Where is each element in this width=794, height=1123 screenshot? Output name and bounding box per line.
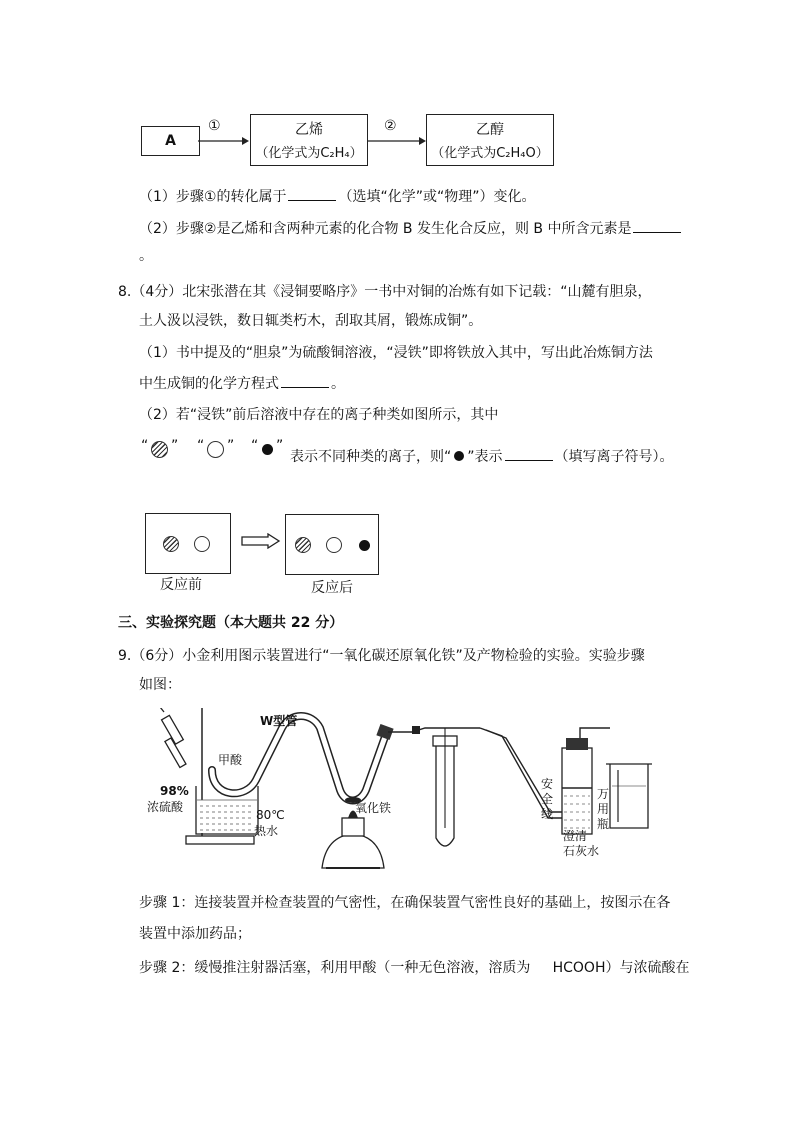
q9-step1-line1: 步骤 1：连接装置并检查装置的气密性，在确保装置气密性良好的基础上，按图示在各	[139, 895, 671, 911]
ion-hatched-icon	[151, 441, 168, 458]
panel-after	[285, 514, 379, 575]
q9-step2-line1: 步骤 2：缓慢推注射器活塞，利用甲酸（一种无色溶液，溶质为 HCOOH）与浓硫酸在	[139, 960, 690, 976]
beaker-drawing	[604, 760, 656, 832]
q7-sub1: （1）步骤①的转化属于 （选填“化学”或“物理”）变化。	[139, 186, 535, 207]
answer-blank[interactable]	[505, 446, 553, 461]
answer-blank[interactable]	[281, 373, 329, 388]
label-fe2o3: 氧化铁	[355, 801, 392, 815]
q8-sub1-line2: 中生成铜的化学方程式 。	[139, 373, 345, 394]
label-h2so4-pct: 98%	[160, 784, 189, 798]
label-bottle: 万 用 瓶	[597, 787, 610, 831]
label-safety: 安 全 线	[541, 777, 554, 821]
answer-blank[interactable]	[633, 218, 681, 233]
flow-box-a: A	[141, 126, 200, 156]
reaction-arrow-icon	[241, 533, 281, 549]
label-w-tube: W型管	[260, 714, 298, 728]
ion-hatched-icon	[163, 536, 179, 552]
section-heading: 三、实验探究题（本大题共 22 分）	[118, 615, 344, 631]
flow-arrow-1	[198, 130, 250, 150]
label-hot-water-temp: 80℃	[256, 808, 285, 822]
ion-solid-icon	[359, 540, 370, 551]
flow-box-ethanol: 乙醇 （化学式为C₂H₄O）	[426, 114, 554, 166]
label-hot-water: 热水	[254, 824, 279, 838]
panel-before	[145, 513, 231, 574]
flow-step-1-label: ①	[208, 118, 221, 134]
ion-open-icon	[194, 536, 210, 552]
q7-sub2-end: 。	[139, 248, 153, 264]
answer-blank[interactable]	[288, 186, 336, 201]
label-h2so4: 浓硫酸	[147, 800, 184, 814]
caption-before: 反应前	[160, 577, 202, 593]
ion-open-icon	[207, 441, 224, 458]
caption-after: 反应后	[311, 580, 353, 596]
q9-stem-line1: 9.（6分）小金利用图示装置进行“一氧化碳还原氧化铁”及产物检验的实验。实验步骤	[118, 648, 645, 664]
q8-stem-line2: 土人汲以浸铁，数日辄类朽木，刮取其屑，锻炼成铜”。	[139, 313, 483, 329]
ion-solid-icon	[262, 444, 273, 455]
q8-sub2-line1: （2）若“浸铁”前后溶液中存在的离子种类如图所示，其中	[139, 407, 499, 423]
flow-step-2-label: ②	[384, 118, 397, 134]
q7-sub2: （2）步骤②是乙烯和含两种元素的化合物 B 发生化合反应，则 B 中所含元素是	[139, 218, 683, 239]
ion-solid-icon	[454, 451, 464, 461]
ion-hatched-icon	[295, 537, 311, 553]
flow-arrow-2	[367, 130, 427, 150]
label-limewater: 澄清 石灰水	[563, 829, 600, 858]
q8-stem-line1: 8.（4分）北宋张潜在其《浸铜要略序》一书中对铜的冶炼有如下记载：“山麓有胆泉，	[118, 284, 652, 300]
ion-open-icon	[326, 537, 342, 553]
flow-box-ethylene: 乙烯 （化学式为C₂H₄）	[250, 114, 368, 166]
label-formic: 甲酸	[218, 753, 243, 767]
q9-stem-line2: 如图：	[139, 677, 181, 693]
q8-sub1-line1: （1）书中提及的“胆泉”为硫酸铜溶液，“浸铁”即将铁放入其中，写出此冶炼铜方法	[139, 345, 653, 361]
q9-step1-line2: 装置中添加药品；	[139, 926, 251, 942]
